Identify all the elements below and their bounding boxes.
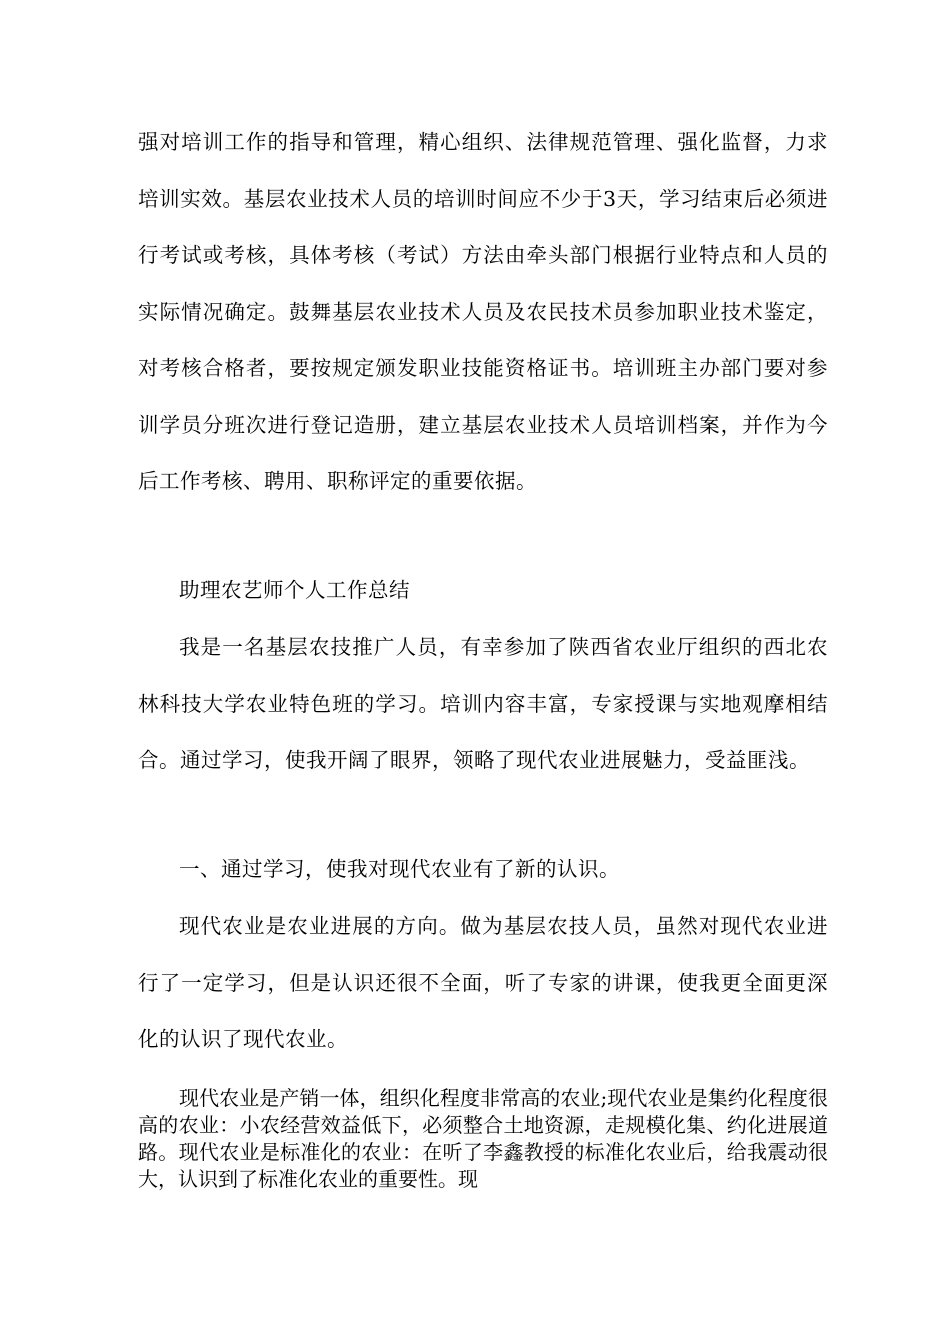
section-title: 助理农艺师个人工作总结	[179, 578, 410, 602]
paragraph-training-requirements: 强对培训工作的指导和管理，精心组织、法律规范管理、强化监督，力求培训实效。基层农业技术人员的培训时间应不少于3天，学习结束后必须进行考试或考核，具体考核（考试）方法由牵头部门根据行业特点和人员的实际情况确定。鼓舞基层农业技术人员及农民技术员参加职业技术鉴定，对考核合格者，要按规定颁发职业技能资格证书。培训班主办部门要对参训学员分班次进行登记造册，建立基层农业技术人员培训档案，并作为今后工作考核、聘用、职称评定的重要依据。	[138, 130, 828, 493]
paragraph-modern-agriculture: 现代农业是农业进展的方向。做为基层农技人员，虽然对现代农业进行了一定学习，但是认识还很不全面，听了专家的讲课，使我更全面更深化的认识了现代农业。	[138, 914, 828, 1051]
paragraph-introduction: 我是一名基层农技推广人员，有幸参加了陕西省农业厅组织的西北农林科技大学农业特色班的学习。培训内容丰富，专家授课与实地观摩相结合。通过学习，使我开阔了眼界，领略了现代农业进展魅力，受益匪浅。	[138, 635, 828, 772]
paragraph-modern-agriculture-details: 现代农业是产销一体，组织化程度非常高的农业;现代农业是集约化程度很高的农业：小农经营效益低下，必须整合土地资源，走规模化集、约化进展道路。现代农业是标准化的农业：在听了李鑫教授的标准化农业后，给我震动很大，认识到了标准化农业的重要性。现	[138, 1086, 828, 1191]
section-heading-1: 一、通过学习，使我对现代农业有了新的认识。	[179, 857, 620, 881]
